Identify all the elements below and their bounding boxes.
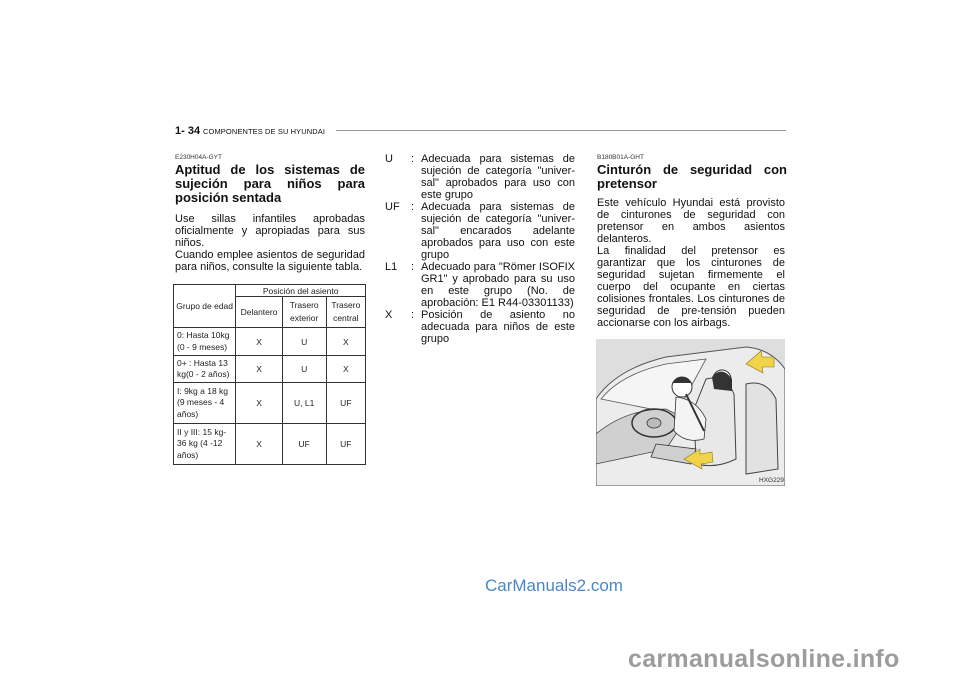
left-section-heading: Aptitud de los sistemas de sujeción para niños para posición sentada bbox=[175, 162, 365, 205]
section-title: COMPONENTES DE SU HYUNDAI bbox=[203, 127, 326, 136]
definition-key: UF bbox=[385, 201, 400, 213]
table-cell-front: X bbox=[236, 356, 282, 383]
definition-key: U bbox=[385, 153, 393, 165]
right-section-body bbox=[597, 197, 785, 329]
table-cell-rear-outer: U, L1 bbox=[282, 383, 326, 424]
table-cell-group: 0: Hasta 10kg (0 - 9 meses) bbox=[174, 328, 236, 356]
definition-colon: : bbox=[411, 309, 415, 321]
right-section-heading: Cinturón de seguridad con pretensor bbox=[597, 162, 787, 191]
table-row bbox=[174, 383, 366, 424]
left-section-code: E230H04A-GYT bbox=[175, 154, 222, 161]
right-section-code: B180B01A-GHT bbox=[597, 154, 644, 161]
table-cell-group: 0+ : Hasta 13 kg(0 - 2 años) bbox=[174, 356, 236, 383]
table-cell-rear-center: X bbox=[326, 328, 365, 356]
table-cell-group: I: 9kg a 18 kg (9 meses - 4 años) bbox=[174, 383, 236, 424]
definition-text: Adecuada para sistemas de sujeción de categoría "univer- sal" encarados adelante aprobados para uso con este grupo bbox=[421, 201, 575, 261]
definition-text: Adecuado para "Römer ISOFIX GR1" y aprobado para su uso en este grupo (No. de aprobación: E1 R44-03301133) bbox=[421, 261, 575, 309]
header-rule bbox=[336, 130, 786, 131]
definition-text: Posición de asiento no adecuada para niños de este grupo bbox=[421, 309, 575, 345]
definition-item bbox=[385, 201, 575, 261]
table-cell-rear-outer: U bbox=[282, 356, 326, 383]
definitions-list bbox=[385, 153, 575, 345]
definition-text: Adecuada para sistemas de sujeción de categoría "univer- sal" aprobados para uso con este grupo bbox=[421, 153, 575, 201]
illustration-code: HXG229 bbox=[759, 477, 784, 484]
table-cell-rear-outer: UF bbox=[282, 424, 326, 465]
table-header-rear-outer: Trasero exterior bbox=[282, 297, 326, 328]
child-seat-table bbox=[173, 284, 366, 465]
definition-key: L1 bbox=[385, 261, 398, 273]
watermark-carmanuals2[interactable]: CarManuals2.com bbox=[485, 576, 623, 595]
definition-colon: : bbox=[411, 261, 415, 273]
right-body-paragraph-1: Este vehículo Hyundai está provisto de cinturones de seguridad con pretensor en ambos asientos delanteros. bbox=[597, 197, 785, 245]
definition-colon: : bbox=[411, 201, 415, 213]
table-row bbox=[174, 356, 366, 383]
table-cell-group: II y III: 15 kg- 36 kg (4 -12 años) bbox=[174, 424, 236, 465]
car-interior-drawing bbox=[596, 339, 785, 486]
definition-item bbox=[385, 309, 575, 345]
definition-item bbox=[385, 261, 575, 309]
table-cell-front: X bbox=[236, 383, 282, 424]
left-body-paragraph-1: Use sillas infantiles aprobadas oficialmente y apropiadas para sus niños. bbox=[175, 213, 365, 249]
table-cell-rear-center: UF bbox=[326, 383, 365, 424]
table-header-front: Delantero bbox=[236, 297, 282, 328]
page-number: 1- 34 bbox=[175, 125, 201, 137]
left-section-body bbox=[175, 213, 365, 273]
table-cell-front: X bbox=[236, 328, 282, 356]
left-body-paragraph-2: Cuando emplee asientos de seguridad para niños, consulte la siguiente tabla. bbox=[175, 249, 365, 273]
table-cell-rear-center: X bbox=[326, 356, 365, 383]
table-cell-rear-center: UF bbox=[326, 424, 365, 465]
watermark-carmanualsonline[interactable]: carmanualsonline.info bbox=[628, 645, 900, 673]
pretensioner-illustration bbox=[596, 339, 785, 486]
table-row bbox=[174, 328, 366, 356]
table-header-group: Grupo de edad bbox=[174, 285, 236, 328]
definition-item bbox=[385, 153, 575, 201]
right-body-paragraph-2: La finalidad del pretensor es garantizar que los cinturones de seguridad sujetan firmemente el cuerpo del ocupante en ciertas colisiones frontales. Los cinturones de seguridad de pre-tensión pueden accionarse con los airbags. bbox=[597, 245, 785, 329]
table-header-rear-center: Trasero central bbox=[326, 297, 365, 328]
table-header-position: Posición del asiento bbox=[236, 285, 366, 297]
definition-key: X bbox=[385, 309, 393, 321]
table-cell-front: X bbox=[236, 424, 282, 465]
table-cell-rear-outer: U bbox=[282, 328, 326, 356]
definition-colon: : bbox=[411, 153, 415, 165]
table-row bbox=[174, 424, 366, 465]
